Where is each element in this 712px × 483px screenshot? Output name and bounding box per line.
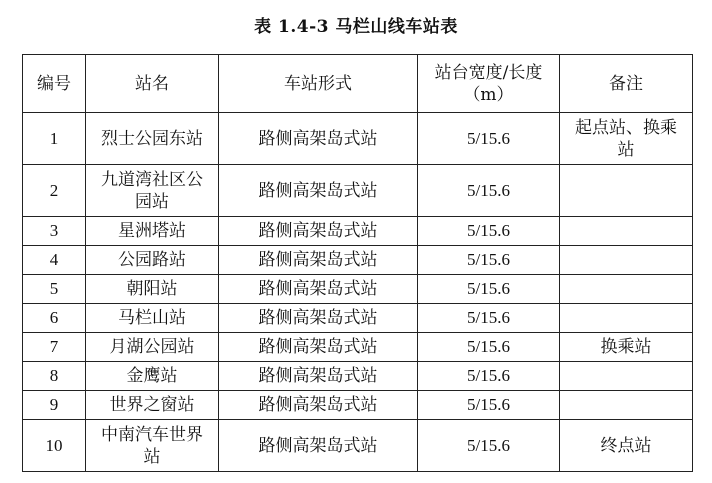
- cell-remark: [560, 246, 693, 275]
- header-platform: 站台宽度/长度（m）: [418, 55, 560, 113]
- cell-platform: 5/15.6: [418, 420, 560, 472]
- table-row: [23, 420, 693, 472]
- cell-name: 月湖公园站: [86, 333, 219, 362]
- cell-platform: 5/15.6: [418, 362, 560, 391]
- cell-no: 4: [23, 246, 86, 275]
- cell-no: 7: [23, 333, 86, 362]
- cell-remark: [560, 362, 693, 391]
- cell-no: 9: [23, 391, 86, 420]
- cell-name: 星洲塔站: [86, 217, 219, 246]
- cell-form: 路侧高架岛式站: [219, 333, 418, 362]
- header-name: 站名: [86, 55, 219, 113]
- station-table: [22, 54, 693, 472]
- cell-remark: [560, 304, 693, 333]
- cell-platform: 5/15.6: [418, 113, 560, 165]
- header-no: 编号: [23, 55, 86, 113]
- cell-platform: 5/15.6: [418, 165, 560, 217]
- table-row: [23, 391, 693, 420]
- cell-form: 路侧高架岛式站: [219, 362, 418, 391]
- cell-remark: 换乘站: [560, 333, 693, 362]
- cell-remark: [560, 217, 693, 246]
- cell-form: 路侧高架岛式站: [219, 113, 418, 165]
- table-row: [23, 217, 693, 246]
- cell-name: 公园路站: [86, 246, 219, 275]
- table-header-row: [23, 55, 693, 113]
- cell-no: 5: [23, 275, 86, 304]
- cell-remark: [560, 275, 693, 304]
- cell-platform: 5/15.6: [418, 246, 560, 275]
- cell-no: 3: [23, 217, 86, 246]
- header-form: 车站形式: [219, 55, 418, 113]
- cell-form: 路侧高架岛式站: [219, 420, 418, 472]
- cell-form: 路侧高架岛式站: [219, 217, 418, 246]
- cell-form: 路侧高架岛式站: [219, 304, 418, 333]
- cell-name: 朝阳站: [86, 275, 219, 304]
- cell-no: 2: [23, 165, 86, 217]
- cell-remark: 终点站: [560, 420, 693, 472]
- cell-name: 九道湾社区公园站: [86, 165, 219, 217]
- cell-remark: [560, 165, 693, 217]
- cell-name: 金鹰站: [86, 362, 219, 391]
- cell-remark: 起点站、换乘站: [560, 113, 693, 165]
- cell-no: 6: [23, 304, 86, 333]
- cell-remark: [560, 391, 693, 420]
- cell-form: 路侧高架岛式站: [219, 165, 418, 217]
- table-row: [23, 113, 693, 165]
- cell-platform: 5/15.6: [418, 391, 560, 420]
- header-remark: 备注: [560, 55, 693, 113]
- table-row: [23, 362, 693, 391]
- cell-no: 1: [23, 113, 86, 165]
- cell-name: 马栏山站: [86, 304, 219, 333]
- cell-platform: 5/15.6: [418, 275, 560, 304]
- table-row: [23, 246, 693, 275]
- table-row: [23, 333, 693, 362]
- table-row: [23, 165, 693, 217]
- cell-no: 8: [23, 362, 86, 391]
- table-row: [23, 275, 693, 304]
- cell-no: 10: [23, 420, 86, 472]
- cell-platform: 5/15.6: [418, 217, 560, 246]
- cell-platform: 5/15.6: [418, 304, 560, 333]
- cell-name: 世界之窗站: [86, 391, 219, 420]
- cell-name: 中南汽车世界站: [86, 420, 219, 472]
- table-row: [23, 304, 693, 333]
- cell-platform: 5/15.6: [418, 333, 560, 362]
- cell-form: 路侧高架岛式站: [219, 246, 418, 275]
- table-caption: 表 1.4-3 马栏山线车站表: [254, 17, 458, 37]
- cell-form: 路侧高架岛式站: [219, 391, 418, 420]
- cell-form: 路侧高架岛式站: [219, 275, 418, 304]
- cell-name: 烈士公园东站: [86, 113, 219, 165]
